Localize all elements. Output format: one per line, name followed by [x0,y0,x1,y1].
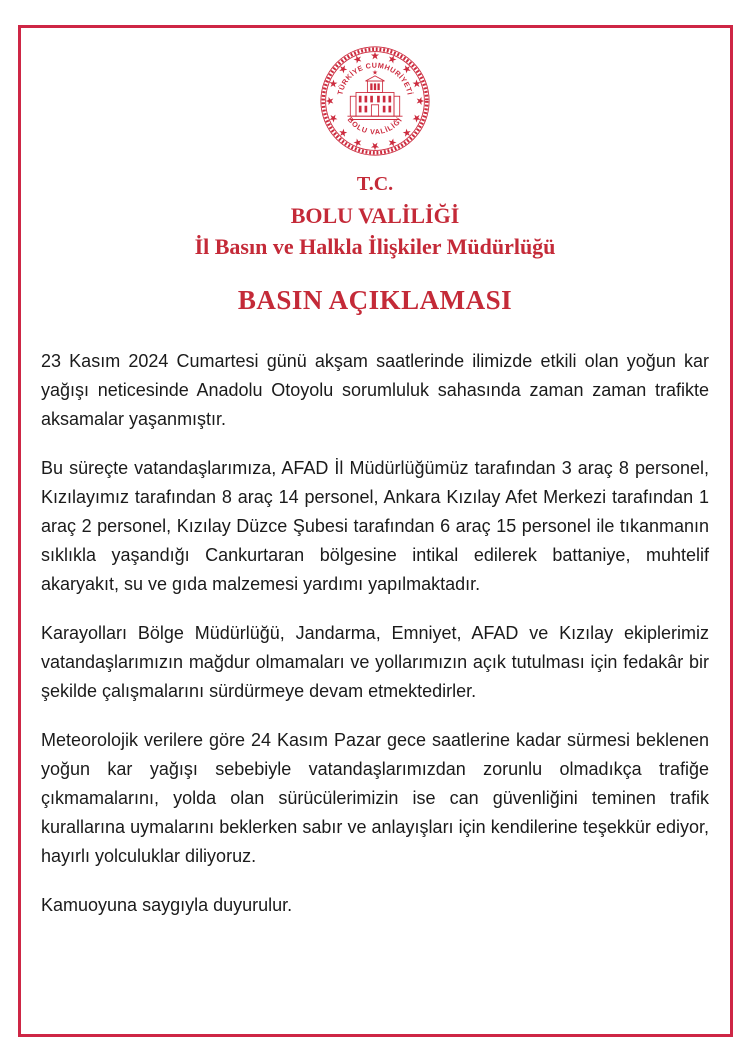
body-paragraph-2: Bu süreçte vatandaşlarımıza, AFAD İl Müdürlüğümüz tarafından 3 araç 8 personel, Kızılayımız tarafından 8 araç 14 personel, Ankara Kızılay Afet Merkezi tarafından 1 araç 2 personel, Kızılay Düzce Şubesi tarafından 6 araç 15 personel ile tıkanmanın sıklıkla yaşandığı Cankurtaran bölgesine intikal edilerek battaniye, muhtelif akaryakıt, su ve gıda malzemesi yardımı yapılmaktadır. [41,458,709,594]
bolu-governorship-seal-icon [318,44,432,158]
press-release-title: BASIN AÇIKLAMASI [237,285,513,315]
seal-container [41,44,709,163]
svg-text:BOLU VALİLİĞİ [346,115,404,136]
body-paragraph-4: Meteorolojik verilere göre 24 Kasım Pazar gece saatlerine kadar sürmesi beklenen yoğun kar yağışı sebebiyle vatandaşlarımızdan zorunlu olmadıkça trafiğe çıkmamalarını, yolda olan sürücülerimizin ise can güvenliğini teminen trafik kurallarına uymalarını beklerken sabır ve anlayışları için kendilerine teşekkür ediyor, hayırlı yolculuklar diliyoruz. [41,730,709,866]
body-paragraph-1: 23 Kasım 2024 Cumartesi günü akşam saatlerinde ilimizde etkili olan yoğun kar yağışı neticesinde Anadolu Otoyolu sorumluluk sahasında zaman zaman trafikte aksamalar yaşanmıştır. [41,351,709,429]
republic-abbreviation: T.C. [356,173,394,195]
seal-building-icon [347,70,402,120]
seal-bottom-text: BOLU VALİLİĞİ [345,115,405,137]
svg-text:TÜRKİYE CUMHURİYETİ [335,61,414,96]
governorship-name: BOLU VALİLİĞİ [290,203,460,228]
seal-top-text: TÜRKİYE CUMHURİYETİ [335,60,415,96]
closing-line: Kamuoyuna saygıyla duyurulur. [41,895,293,915]
department-name: İl Basın ve Halkla İlişkiler Müdürlüğü [194,234,556,259]
press-release-body [41,347,709,920]
page-content [21,28,730,1034]
body-paragraph-3: Karayolları Bölge Müdürlüğü, Jandarma, Emniyet, AFAD ve Kızılay ekiplerimiz vatandaşlarımızın mağdur olmamaları ve yollarımızın açık tutulması için fedakâr bir şekilde çalışmalarını sürdürmeye devam etmektedirler. [41,623,709,701]
